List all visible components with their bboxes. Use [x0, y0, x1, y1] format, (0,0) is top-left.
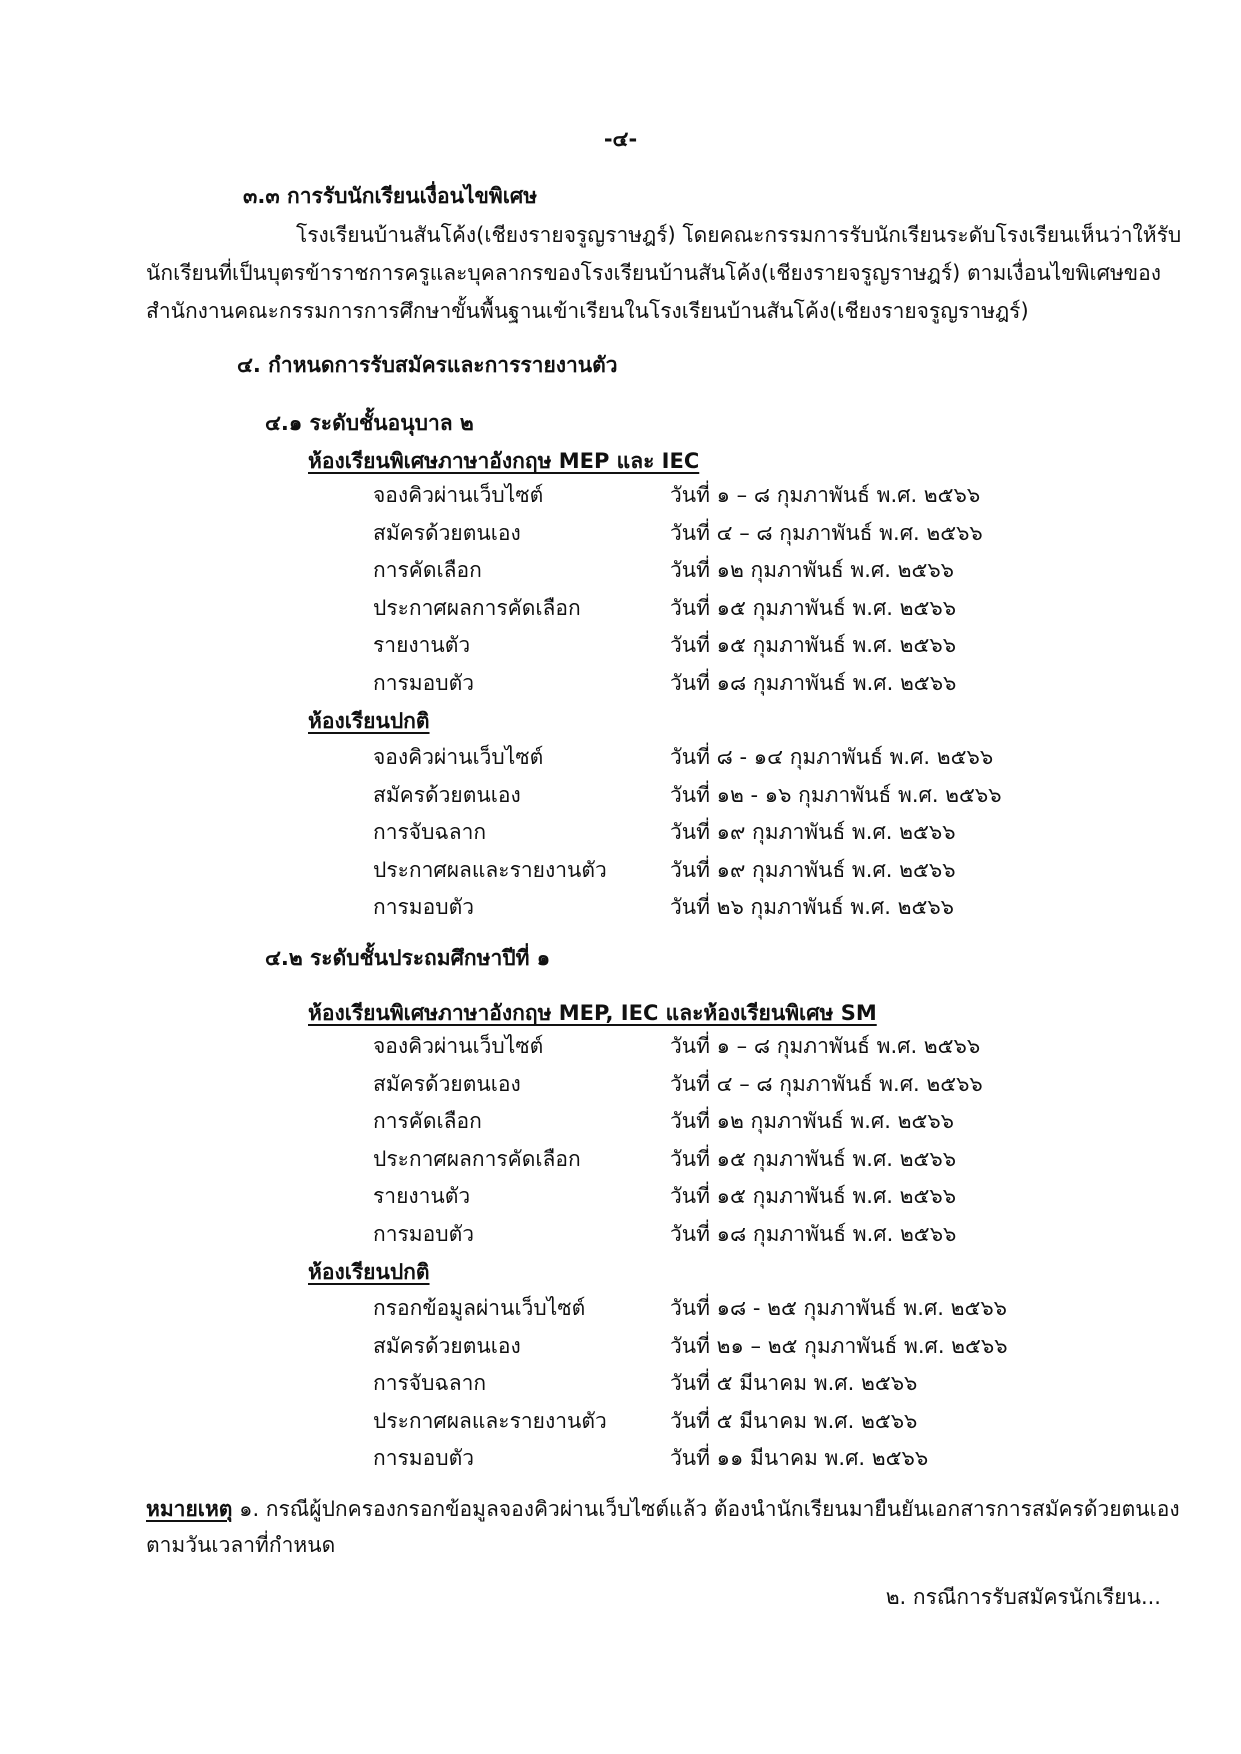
schedule-row	[373, 1066, 1133, 1104]
schedule-label: การมอบตัว	[373, 1221, 475, 1246]
schedule-label: ประกาศผลและรายงานตัว	[373, 857, 607, 882]
schedule-row	[373, 515, 1133, 553]
remark-text: ๑. กรณีผู้ปกครองกรอกข้อมูลจองคิวผ่านเว็บไซต์แล้ว ต้องนำนักเรียนมายืนยันเอกสารการสมัครด้วยตนเอง	[232, 1497, 1180, 1521]
schedule-date: วันที่ ๑๒ กุมภาพันธ์ พ.ศ. ๒๕๖๖	[670, 558, 954, 582]
schedule-date: วันที่ ๕ มีนาคม พ.ศ. ๒๕๖๖	[670, 1371, 918, 1395]
remark-line-2: ตามวันเวลาที่กำหนด	[146, 1533, 336, 1557]
section-4-2-normal-title: ห้องเรียนปกติ	[308, 1260, 430, 1284]
section-4-1-normal-title: ห้องเรียนปกติ	[308, 709, 430, 733]
schedule-date: วันที่ ๑ – ๘ กุมภาพันธ์ พ.ศ. ๒๕๖๖	[670, 1034, 981, 1058]
continuation-note: ๒. กรณีการรับสมัครนักเรียน...	[885, 1585, 1161, 1609]
paragraph-line: นักเรียนที่เป็นบุตรข้าราชการครูและบุคลากรของโรงเรียนบ้านสันโค้ง(เชียงรายจรูญราษฎร์) ตามเงื่อนไขพิเศษของ	[146, 261, 1162, 285]
schedule-date: วันที่ ๑๘ กุมภาพันธ์ พ.ศ. ๒๕๖๖	[670, 670, 957, 695]
page-number: -๔-	[603, 127, 638, 151]
schedule-label: การมอบตัว	[373, 895, 475, 919]
schedule-row	[373, 814, 1133, 852]
schedule-label: จองคิวผ่านเว็บไซต์	[373, 745, 544, 769]
schedule-date: วันที่ ๑ – ๘ กุมภาพันธ์ พ.ศ. ๒๕๖๖	[670, 483, 981, 507]
schedule-row	[373, 1365, 1133, 1403]
schedule-label: การจับฉลาก	[373, 1371, 487, 1395]
schedule-row	[373, 1028, 1133, 1066]
schedule-date: วันที่ ๑๕ กุมภาพันธ์ พ.ศ. ๒๕๖๖	[670, 1146, 957, 1171]
schedule-row	[373, 1216, 1133, 1254]
schedule-date: วันที่ ๑๙ กุมภาพันธ์ พ.ศ. ๒๕๖๖	[670, 857, 956, 882]
section-3-3-paragraph	[146, 216, 1182, 330]
schedule-row	[373, 627, 1133, 665]
section-4-heading: ๔. กำหนดการรับสมัครและการรายงานตัว	[237, 353, 618, 377]
schedule-row	[373, 889, 1133, 927]
schedule-date: วันที่ ๑๕ กุมภาพันธ์ พ.ศ. ๒๕๖๖	[670, 633, 957, 657]
schedule-label: สมัครด้วยตนเอง	[373, 520, 521, 545]
schedule-label: สมัครด้วยตนเอง	[373, 1071, 521, 1096]
schedule-date: วันที่ ๒๑ – ๒๕ กุมภาพันธ์ พ.ศ. ๒๕๖๖	[670, 1333, 1008, 1358]
schedule-date: วันที่ ๑๕ กุมภาพันธ์ พ.ศ. ๒๕๖๖	[670, 1184, 957, 1208]
schedule-label: ประกาศผลการคัดเลือก	[373, 1146, 581, 1171]
schedule-date: วันที่ ๑๒ - ๑๖ กุมภาพันธ์ พ.ศ. ๒๕๖๖	[670, 782, 1002, 807]
schedule-row	[373, 1403, 1133, 1441]
schedule-label: ประกาศผลและรายงานตัว	[373, 1408, 607, 1433]
section-4-2-heading: ๔.๒ ระดับชั้นประถมศึกษาปีที่ ๑	[265, 946, 551, 970]
schedule-label: การคัดเลือก	[373, 1109, 482, 1133]
schedule-label: การจับฉลาก	[373, 820, 487, 844]
schedule-row	[373, 852, 1133, 890]
schedule-row	[373, 1440, 1133, 1478]
schedule-label: ประกาศผลการคัดเลือก	[373, 595, 581, 620]
schedule-row	[373, 739, 1133, 777]
schedule-row	[373, 1178, 1133, 1216]
schedule-date: วันที่ ๑๘ กุมภาพันธ์ พ.ศ. ๒๕๖๖	[670, 1221, 957, 1246]
schedule-date: วันที่ ๑๙ กุมภาพันธ์ พ.ศ. ๒๕๖๖	[670, 820, 956, 844]
schedule-date: วันที่ ๔ – ๘ กุมภาพันธ์ พ.ศ. ๒๕๖๖	[670, 1071, 983, 1096]
schedule-label: การมอบตัว	[373, 670, 475, 695]
section-4-2-special-title: ห้องเรียนพิเศษภาษาอังกฤษ MEP, IEC และห้องเรียนพิเศษ SM	[308, 1001, 877, 1025]
schedule-label: รายงานตัว	[373, 633, 471, 657]
schedule-date: วันที่ ๑๒ กุมภาพันธ์ พ.ศ. ๒๕๖๖	[670, 1109, 954, 1133]
schedule-date: วันที่ ๔ – ๘ กุมภาพันธ์ พ.ศ. ๒๕๖๖	[670, 520, 983, 545]
section-4-1-normal-schedule	[373, 739, 1133, 927]
schedule-label: รายงานตัว	[373, 1184, 471, 1208]
schedule-row	[373, 777, 1133, 815]
schedule-label: การคัดเลือก	[373, 558, 482, 582]
schedule-label: จองคิวผ่านเว็บไซต์	[373, 1034, 544, 1058]
section-4-1-heading: ๔.๑ ระดับชั้นอนุบาล ๒	[265, 411, 474, 435]
section-4-2-special-schedule	[373, 1028, 1133, 1253]
schedule-label: กรอกข้อมูลผ่านเว็บไซต์	[373, 1296, 586, 1320]
schedule-date: วันที่ ๕ มีนาคม พ.ศ. ๒๕๖๖	[670, 1408, 918, 1433]
remark-line-1	[146, 1496, 1180, 1522]
remark-label: หมายเหตุ	[146, 1497, 233, 1521]
schedule-label: การมอบตัว	[373, 1446, 475, 1470]
schedule-row	[373, 477, 1133, 515]
paragraph-line: โรงเรียนบ้านสันโค้ง(เชียงรายจรูญราษฎร์) โดยคณะกรรมการรับนักเรียนระดับโรงเรียนเห็นว่าให้รับ	[296, 223, 1182, 247]
schedule-row	[373, 1290, 1133, 1328]
schedule-date: วันที่ ๒๖ กุมภาพันธ์ พ.ศ. ๒๕๖๖	[670, 895, 954, 919]
schedule-row	[373, 590, 1133, 628]
schedule-label: สมัครด้วยตนเอง	[373, 782, 521, 807]
schedule-label: จองคิวผ่านเว็บไซต์	[373, 483, 544, 507]
paragraph-line: สำนักงานคณะกรรมการการศึกษาขั้นพื้นฐานเข้าเรียนในโรงเรียนบ้านสันโค้ง(เชียงรายจรูญราษฎร์)	[146, 299, 1029, 323]
section-4-1-special-title: ห้องเรียนพิเศษภาษาอังกฤษ MEP และ IEC	[308, 449, 700, 473]
schedule-label: สมัครด้วยตนเอง	[373, 1333, 521, 1358]
schedule-date: วันที่ ๘ - ๑๔ กุมภาพันธ์ พ.ศ. ๒๕๖๖	[670, 745, 994, 769]
schedule-row	[373, 1103, 1133, 1141]
schedule-row	[373, 552, 1133, 590]
section-3-3-heading: ๓.๓ การรับนักเรียนเงื่อนไขพิเศษ	[243, 184, 538, 208]
section-4-1-special-schedule	[373, 477, 1133, 702]
schedule-date: วันที่ ๑๑ มีนาคม พ.ศ. ๒๕๖๖	[670, 1446, 929, 1470]
schedule-date: วันที่ ๑๕ กุมภาพันธ์ พ.ศ. ๒๕๖๖	[670, 595, 957, 620]
schedule-row	[373, 1328, 1133, 1366]
schedule-row	[373, 665, 1133, 703]
section-4-2-normal-schedule	[373, 1290, 1133, 1478]
schedule-row	[373, 1141, 1133, 1179]
schedule-date: วันที่ ๑๘ - ๒๕ กุมภาพันธ์ พ.ศ. ๒๕๖๖	[670, 1296, 1008, 1320]
